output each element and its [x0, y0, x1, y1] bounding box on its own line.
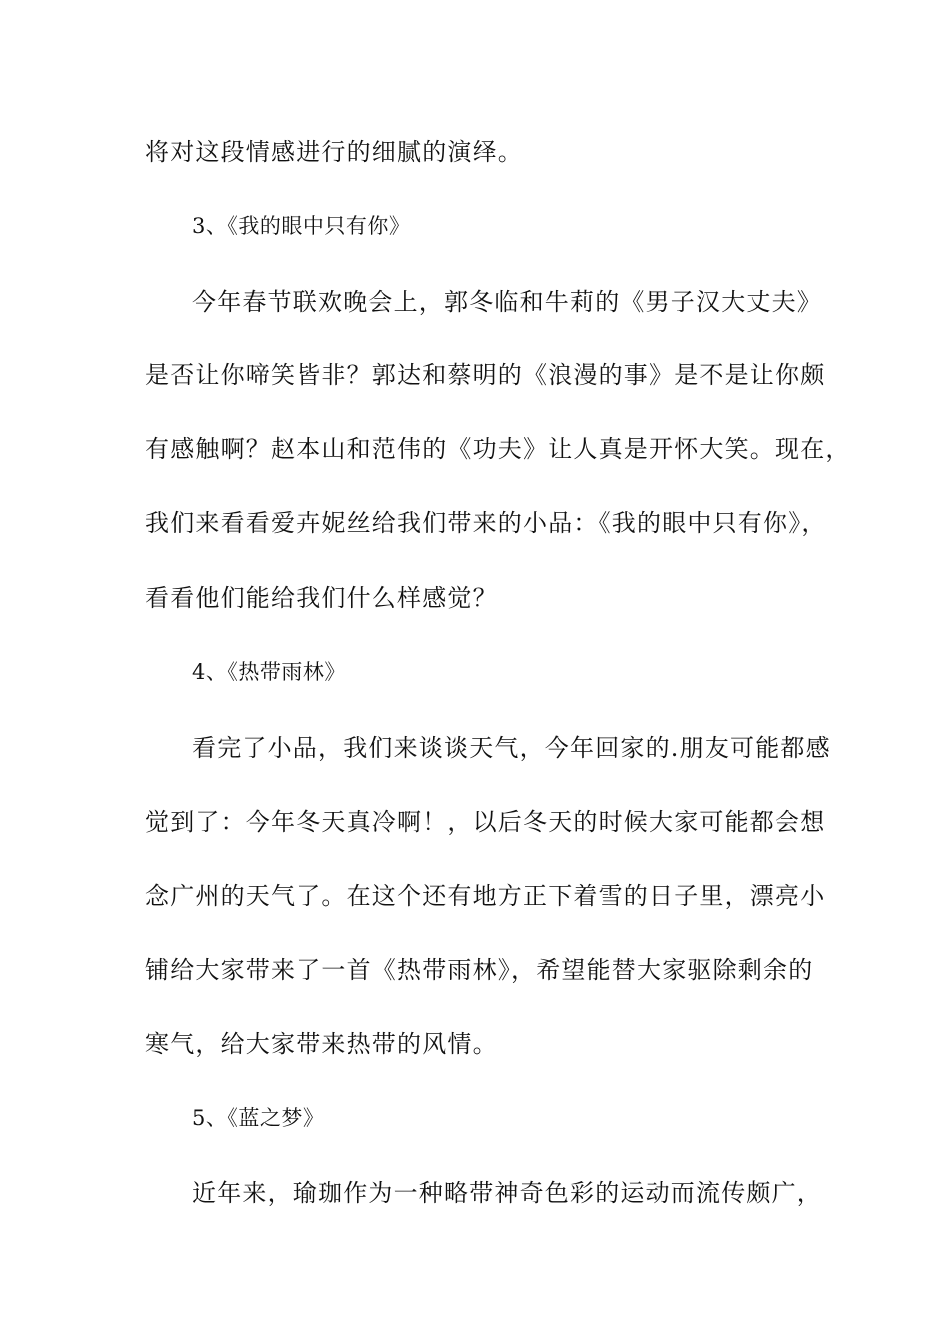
- paragraph-line: 我们来看看爱卉妮丝给我们带来的小品：《我的眼中只有你》，: [145, 509, 827, 537]
- paragraph-line: 看看他们能给我们什么样感觉？: [145, 584, 498, 612]
- paragraph-line: 有感触啊？赵本山和范伟的《功夫》让人真是开怀大笑。现在，: [145, 435, 851, 463]
- paragraph-line: 觉到了：今年冬天真冷啊！，以后冬天的时候大家可能都会想: [145, 808, 826, 836]
- paragraph-line: 念广州的天气了。在这个还有地方正下着雪的日子里，漂亮小: [145, 882, 826, 910]
- paragraph-line: 看完了小品，我们来谈谈天气，今年回家的.朋友可能都感: [192, 734, 831, 762]
- paragraph-line: 寒气，给大家带来热带的风情。: [145, 1030, 498, 1058]
- paragraph-line: 将对这段情感进行的细腻的演绎。: [145, 138, 523, 166]
- paragraph-line: 今年春节联欢晚会上，郭冬临和牛莉的《男子汉大丈夫》: [192, 288, 822, 316]
- section-heading-5: 5、《蓝之梦》: [192, 1106, 325, 1130]
- paragraph-line: 是否让你啼笑皆非？郭达和蔡明的《浪漫的事》是不是让你颇: [145, 361, 826, 389]
- paragraph-line: 近年来，瑜珈作为一种略带神奇色彩的运动而流传颇广，: [192, 1179, 822, 1207]
- section-heading-4: 4、《热带雨林》: [192, 660, 346, 684]
- paragraph-line: 铺给大家带来了一首《热带雨林》，希望能替大家驱除剩余的: [145, 956, 814, 984]
- section-heading-3: 3、《我的眼中只有你》: [192, 214, 411, 238]
